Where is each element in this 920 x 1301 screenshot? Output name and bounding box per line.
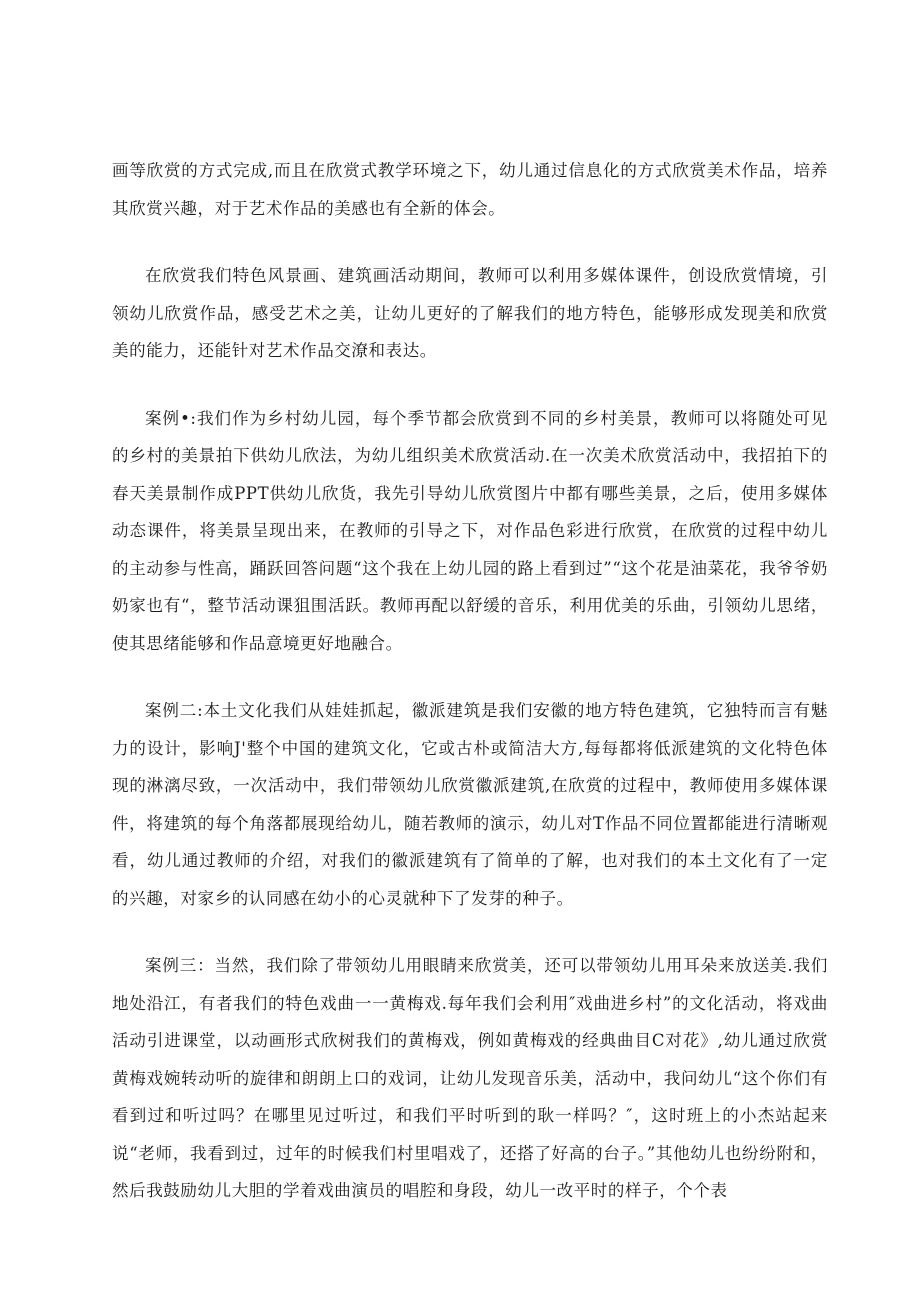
paragraph-intro-appreciation: 在欣赏我们特色风景画、建筑画活动期间，教师可以利用多媒体课件，创设欣赏情境，引领幼儿欣赏作品，感受艺术之美，让幼儿更好的了解我们的地方特色，能够形成发现美和欣赏美的能力，还能针对艺术作品交潦和表达。	[112, 266, 828, 360]
paragraph-continuation: 画等欣赏的方式完成,而且在欣赏式教学环境之下，幼儿通过信息化的方式欣赏美术作品，培养其欣赏兴趣，对于艺术作品的美感也有全新的体会。	[112, 161, 828, 218]
paragraph-case-one: 案例•:我们作为乡村幼儿园，每个季节都会欣赏到不同的乡村美景，教师可以将随处可见的乡村的美景拍下供幼儿欣法，为幼儿组织美术欣赏活动.在一次美术欣赏活动中，我招拍下的春天美景制作成PPT供幼儿欣货，我先引导幼儿欣赏图片中都有哪些美景，之后，使用多媒体动态课件，将美景呈现出来，在教师的引导之下，对作品色彩进行欣赏，在欣赏的过程中幼儿的主动参与性高，踊跃回答问题“这个我在上幼儿园的路上看到过”“这个花是油菜花，我爷爷奶奶家也有“，整节活动课狙围活跃。教师再配以舒缓的音乐，利用优美的乐曲，引领幼儿思绪，使其思绪能够和作品意境更好地融合。	[112, 408, 828, 653]
document-body	[112, 152, 828, 1210]
paragraph-case-three: 案例三：当然，我们除了带领幼儿用眼睛来欣赏美，还可以带领幼儿用耳朵来放送美.我们地处沿江，有者我们的特色戏曲一一黄梅戏.每年我们会利用″戏曲进乡村”的文化活动，将戏曲活动引进课堂，以动画形式欣树我们的黄梅戏，例如黄梅戏的经典曲目C对花》,幼儿通过欣赏黄梅戏婉转动听的旋律和朗朗上口的戏词，让幼儿发现音乐美，活动中，我问幼儿“这个你们有看到过和听过吗？在哪里见过听过，和我们平时听到的耿一样吗？″，这时班上的小杰站起来说“老师，我看到过，过年的时候我们村里唱戏了，还搭了好高的台子。”其他幼儿也纷纷附和，然后我鼓励幼儿大胆的学着戏曲演员的唱腔和身段，幼儿一改平时的样子，个个表	[112, 956, 828, 1200]
paragraph-case-two: 案例二:本土文化我们从娃娃抓起，徽派建筑是我们安徽的地方特色建筑，它独特而言有魅力的设计，影响J'整个中国的建筑文化，它或古朴或简洁大方,每每都将低派建筑的文化特色体现的淋漓尽致，一次活动中，我们带领幼儿欣赏徽派建筑,在欣赏的过程中，教师使用多媒体课件，将建筑的每个角落都展现给幼儿，随若教师的演示，幼儿对T作品不同位置都能进行清晰观看，幼儿通过教师的介绍，对我们的徽派建筑有了简单的了解，也对我们的本土文化有了一定的兴趣，对家乡的认同感在幼小的心灵就种下了发芽的种子。	[112, 701, 828, 908]
